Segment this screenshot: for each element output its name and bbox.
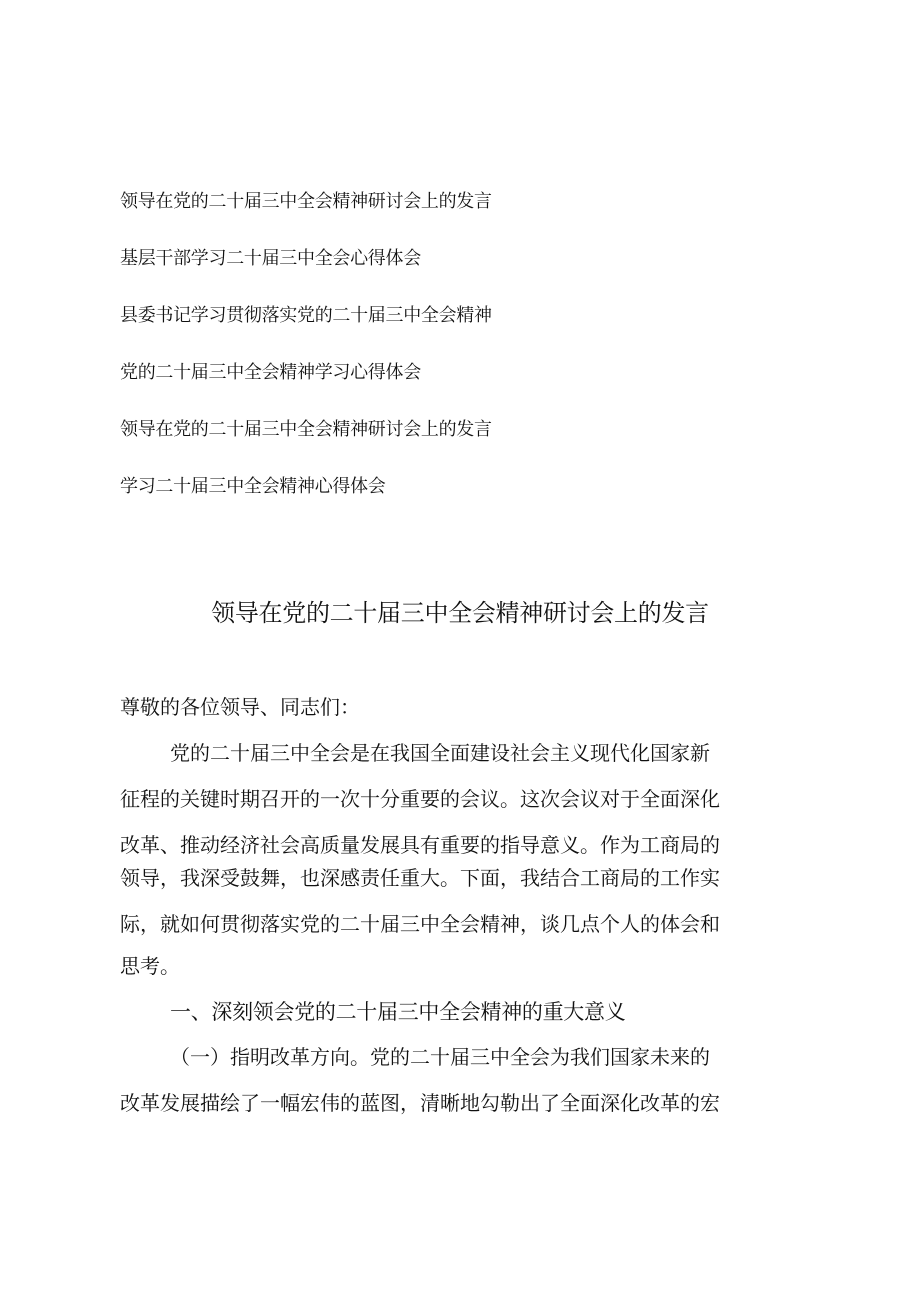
paragraph-line: 思考。: [120, 954, 180, 978]
salutation: 尊敬的各位领导、同志们：: [120, 695, 360, 719]
toc-item: 学习二十届三中全会精神心得体会: [120, 476, 386, 497]
toc-item: 县委书记学习贯彻落实党的二十届三中全会精神: [120, 305, 492, 326]
toc-item: 领导在党的二十届三中全会精神研讨会上的发言: [120, 191, 492, 212]
toc-item: 党的二十届三中全会精神学习心得体会: [120, 362, 421, 383]
paragraph-line: 征程的关键时期召开的一次十分重要的会议。这次会议对于全面深化: [120, 787, 720, 811]
section-heading: 一、深刻领会党的二十届三中全会精神的重大意义: [170, 1000, 626, 1024]
paragraph-line: 改革、推动经济社会高质量发展具有重要的指导意义。作为工商局的: [120, 833, 720, 857]
paragraph-line: 际，就如何贯彻落实党的二十届三中全会精神，谈几点个人的体会和: [120, 912, 720, 936]
toc-item: 领导在党的二十届三中全会精神研讨会上的发言: [120, 419, 492, 440]
page-title: 领导在党的二十届三中全会精神研讨会上的发言: [211, 599, 709, 627]
paragraph-line: 党的二十届三中全会是在我国全面建设社会主义现代化国家新: [170, 741, 710, 765]
toc-item: 基层干部学习二十届三中全会心得体会: [120, 248, 421, 269]
paragraph-line: （一）指明改革方向。党的二十届三中全会为我们国家未来的: [170, 1045, 710, 1069]
paragraph-line: 改革发展描绘了一幅宏伟的蓝图，清晰地勾勒出了全面深化改革的宏: [120, 1091, 720, 1115]
paragraph-line: 领导，我深受鼓舞，也深感责任重大。下面，我结合工商局的工作实: [120, 866, 720, 890]
